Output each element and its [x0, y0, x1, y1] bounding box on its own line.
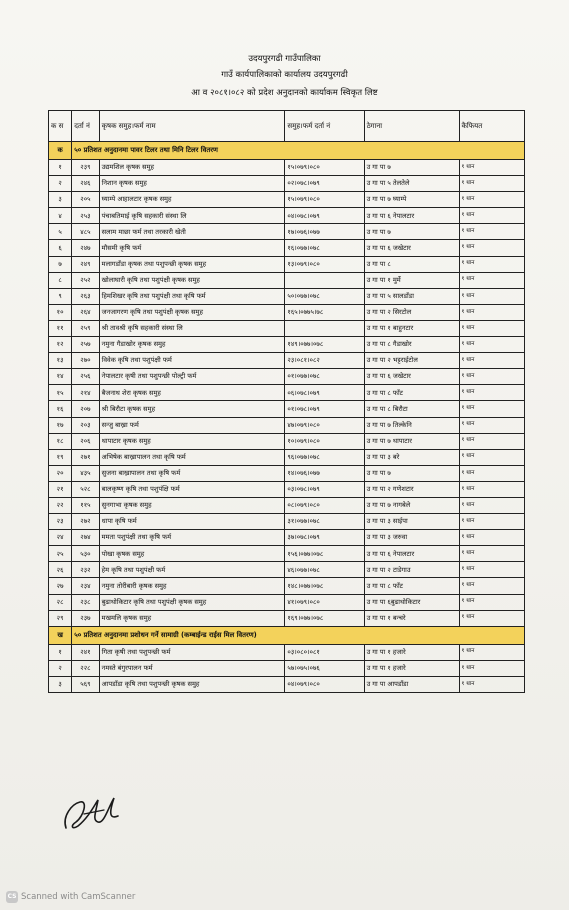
scanner-watermark-text: Scanned with CamScanner: [21, 892, 136, 902]
cell-reg-no: ४८५: [72, 224, 99, 240]
table-row: [49, 497, 525, 513]
cell-reg-no: २०३: [72, 417, 99, 433]
cell-sn: १०: [49, 304, 72, 320]
cell-reg-no: ५६९: [72, 676, 99, 692]
cell-group-reg: ०१।०७८।०७९: [285, 401, 364, 417]
cell-reg-no: २२८: [72, 660, 99, 676]
table-row: [49, 465, 525, 481]
cell-reg-no: २७४: [72, 530, 99, 546]
cell-sn: ७: [49, 256, 72, 272]
cell-sn: २०: [49, 465, 72, 481]
table-row: [49, 304, 525, 320]
cell-address: उ गा पा ३ साईपा: [364, 514, 459, 530]
cell-remarks: १ थान: [459, 417, 524, 433]
cell-reg-no: ११५: [72, 497, 99, 513]
cell-name: श्री तावश्री कृषि सहकारी संस्था लि: [99, 320, 285, 336]
cell-group-reg: २३।०८१।०८२: [285, 353, 364, 369]
table-row: [49, 192, 525, 208]
table-row: [49, 610, 525, 626]
cell-reg-no: २०६: [72, 433, 99, 449]
table-row: [49, 401, 525, 417]
cell-group-reg: १३।०७९।०८०: [285, 256, 364, 272]
cell-sn: ११: [49, 320, 72, 336]
cell-sn: ९: [49, 288, 72, 304]
cell-name: पंचाबतिमाई कृषि सहकारी संस्था लि: [99, 208, 285, 224]
cell-sn: २३: [49, 514, 72, 530]
cell-group-reg: १६५।०७७५।७८: [285, 304, 364, 320]
cell-name: बुढाथोकिटार कृषि तथा पशुपंक्षी कृषक समुह: [99, 594, 285, 610]
cell-sn: १५: [49, 385, 72, 401]
table-row: [49, 546, 525, 562]
section-title: ५० प्रतिशत अनुदानमा प्रशोधन गर्ने सामाग्री (कम्बाईन्ड राईस मिल वितरण): [72, 626, 525, 644]
cell-group-reg: १६।०७७।०७८: [285, 240, 364, 256]
cell-sn: ६: [49, 240, 72, 256]
cell-group-reg: ३१।०७७।०७८: [285, 514, 364, 530]
cell-group-reg: १६९।०७७।०७८: [285, 610, 364, 626]
cell-sn: २: [49, 660, 72, 676]
cell-group-reg: १४८।०७७।०७८: [285, 578, 364, 594]
cell-name: घ्याम्पे आहालटार कृषक समुह: [99, 192, 285, 208]
cell-name: हिमशिखर कृषि तथा पशुपंक्षी तथा कृषि फर्म: [99, 288, 285, 304]
cell-remarks: १ थान: [459, 610, 524, 626]
cell-address: उ गा पा १ बन्चरे: [364, 610, 459, 626]
cell-group-reg: ९६।०७७।०७८: [285, 449, 364, 465]
camscanner-icon: CS: [6, 891, 18, 903]
cell-name: मखमलि कृषक समुह: [99, 610, 285, 626]
cell-remarks: १ थान: [459, 288, 524, 304]
cell-remarks: १ थान: [459, 578, 524, 594]
cell-remarks: १ थान: [459, 304, 524, 320]
cell-reg-no: २१४: [72, 385, 99, 401]
cell-name: श्री बिरौटा कृषक समुह: [99, 401, 285, 417]
cell-address: उ गा पा ७: [364, 465, 459, 481]
cell-address: उ गा पा २ गणेशटार: [364, 481, 459, 497]
cell-name: बालकृष्ण कृषि तथा पशुपंक्षि फर्म: [99, 481, 285, 497]
cell-sn: १२: [49, 337, 72, 353]
cell-reg-no: २३९: [72, 160, 99, 176]
cell-name: बैजनाथ शेरा कृषक समुह: [99, 385, 285, 401]
cell-name: सुजना बाख्रापालन तथा कृषि फर्म: [99, 465, 285, 481]
cell-remarks: १ थान: [459, 594, 524, 610]
cell-reg-no: २६३: [72, 288, 99, 304]
table-row: [49, 208, 525, 224]
table-row: [49, 481, 525, 497]
cell-reg-no: २७०: [72, 353, 99, 369]
table-row: [49, 160, 525, 176]
cell-remarks: १ थान: [459, 240, 524, 256]
cell-group-reg: १०।०७९।०८०: [285, 433, 364, 449]
table-header-row: [49, 111, 525, 142]
cell-address: उ गा पा ६ नेपालटार: [364, 208, 459, 224]
cell-group-reg: १५६।०७७।०७८: [285, 546, 364, 562]
table-row: [49, 660, 525, 676]
cell-remarks: १ थान: [459, 449, 524, 465]
section-code: क: [49, 142, 72, 160]
cell-remarks: १ थान: [459, 546, 524, 562]
cell-reg-no: २०५: [72, 192, 99, 208]
section-header-row: [49, 142, 525, 160]
cell-group-reg: ०८।०७९।०८०: [285, 497, 364, 513]
table-row: [49, 256, 525, 272]
table-body: [49, 111, 525, 693]
cell-remarks: १ थान: [459, 562, 524, 578]
cell-name: सुनगाभा कृषक समुह: [99, 497, 285, 513]
cell-group-reg: ५७।०७५।०७६: [285, 660, 364, 676]
cell-sn: २५: [49, 546, 72, 562]
cell-reg-no: २५२: [72, 272, 99, 288]
cell-address: उ गा पा २ सिरटोल: [364, 304, 459, 320]
cell-sn: २२: [49, 497, 72, 513]
cell-address: उ गा पा ७ थापाटार: [364, 433, 459, 449]
cell-sn: १८: [49, 433, 72, 449]
table-row: [49, 320, 525, 336]
cell-group-reg: [285, 320, 364, 336]
cell-remarks: १ थान: [459, 401, 524, 417]
table-row: [49, 385, 525, 401]
table-row: [49, 449, 525, 465]
cell-address: उ गा पा ६ जखेटार: [364, 240, 459, 256]
cell-remarks: १ थान: [459, 433, 524, 449]
cell-sn: १३: [49, 353, 72, 369]
cell-address: उ गा पा ६बुढाथोकिटार: [364, 594, 459, 610]
col-header-group-reg: समुह।फर्म दर्ता नं: [285, 111, 364, 142]
cell-reg-no: ४३५: [72, 465, 99, 481]
cell-address: उ गा पा २ भट्टराईटोल: [364, 353, 459, 369]
table-row: [49, 530, 525, 546]
cell-reg-no: २७१: [72, 449, 99, 465]
cell-sn: ३: [49, 676, 72, 692]
table-row: [49, 240, 525, 256]
approved-list-table: [48, 110, 525, 693]
cell-name: मलागडाँडा कृषक तथा पशुपन्छी कृषक समुह: [99, 256, 285, 272]
cell-name: मौसमी कृषि फर्म: [99, 240, 285, 256]
cell-reg-no: २०७: [72, 401, 99, 417]
cell-address: उ गा पा ८ गैडाखोर: [364, 337, 459, 353]
cell-address: उ गा पा ५ सालडाँडा: [364, 288, 459, 304]
cell-group-reg: ०६।०७८।०७९: [285, 385, 364, 401]
office-title: उदयपुरगढी गाउँपालिका: [248, 54, 321, 64]
table-row: [49, 337, 525, 353]
cell-reg-no: २५३: [72, 208, 99, 224]
cell-address: उ गा पा ७: [364, 224, 459, 240]
table-row: [49, 433, 525, 449]
cell-remarks: १ थान: [459, 272, 524, 288]
cell-remarks: १ थान: [459, 497, 524, 513]
cell-group-reg: ०२।०७८।०७९: [285, 176, 364, 192]
cell-address: उ गा पा १ बाहुनटार: [364, 320, 459, 336]
cell-remarks: १ थान: [459, 530, 524, 546]
cell-address: उ गा पा ८: [364, 256, 459, 272]
table-row: [49, 288, 525, 304]
cell-group-reg: १४९।०७७।०७८: [285, 337, 364, 353]
cell-address: उ गा पा १ हजारे: [364, 644, 459, 660]
cell-name: नमुना तोरीबारी कृषक समुह: [99, 578, 285, 594]
cell-address: उ गा पा ७ तिल्केनि: [364, 417, 459, 433]
cell-sn: ३: [49, 192, 72, 208]
table-row: [49, 417, 525, 433]
cell-group-reg: [285, 272, 364, 288]
cell-group-reg: ०१।०७७।०७८: [285, 369, 364, 385]
cell-address: उ गा पा आपडाँडा: [364, 676, 459, 692]
cell-address: उ गा पा ३ बरे: [364, 449, 459, 465]
cell-reg-no: २३२: [72, 562, 99, 578]
cell-group-reg: ०३।०८०।०८१: [285, 644, 364, 660]
cell-reg-no: २३८: [72, 594, 99, 610]
cell-sn: २६: [49, 562, 72, 578]
cell-group-reg: ०३।०७८।०७९: [285, 481, 364, 497]
table-row: [49, 562, 525, 578]
cell-remarks: १ थान: [459, 208, 524, 224]
col-header-sn: क स: [49, 111, 72, 142]
cell-reg-no: २३७: [72, 610, 99, 626]
signature: [58, 786, 128, 836]
cell-group-reg: ०४।०७९।०८०: [285, 676, 364, 692]
cell-sn: ८: [49, 272, 72, 288]
cell-sn: १४: [49, 369, 72, 385]
cell-reg-no: २४९: [72, 256, 99, 272]
cell-remarks: १ थान: [459, 676, 524, 692]
cell-name: नमस्ते बंगुरपालन फर्म: [99, 660, 285, 676]
cell-name: नेपालटार कृषी तथा पशुपन्छी पोल्ट्री फर्म: [99, 369, 285, 385]
cell-address: उ गा पा १ मुर्मे: [364, 272, 459, 288]
cell-remarks: १ थान: [459, 337, 524, 353]
cell-address: उ गा पा ५ तेलतेले: [364, 176, 459, 192]
cell-address: उ गा पा ८ फाँट: [364, 385, 459, 401]
cell-sn: १: [49, 644, 72, 660]
cell-name: आपडाँडा कृषि तथा पशुपन्छी कृषक समुह: [99, 676, 285, 692]
cell-address: उ गा पा ६ जखेटार: [364, 369, 459, 385]
cell-name: पोखा कृषक समुह: [99, 546, 285, 562]
cell-name: खोलाघारी कृषि तथा पशुपंक्षी कृषक समुह: [99, 272, 285, 288]
cell-remarks: १ थान: [459, 224, 524, 240]
cell-remarks: १ थान: [459, 192, 524, 208]
cell-sn: १९: [49, 449, 72, 465]
cell-remarks: १ थान: [459, 320, 524, 336]
cell-reg-no: २५७: [72, 337, 99, 353]
col-header-remarks: कैफियत: [459, 111, 524, 142]
cell-name: नमुना गैडाखोर कृषक समुह: [99, 337, 285, 353]
table-row: [49, 176, 525, 192]
cell-remarks: १ थान: [459, 481, 524, 497]
cell-name: निशान कृषक समुह: [99, 176, 285, 192]
cell-name: हेम कृषि तथा पशुपंक्षी फर्म: [99, 562, 285, 578]
cell-group-reg: १४।०७६।०७७: [285, 465, 364, 481]
cell-sn: ५: [49, 224, 72, 240]
cell-sn: २८: [49, 594, 72, 610]
cell-sn: २: [49, 176, 72, 192]
cell-sn: १७: [49, 417, 72, 433]
table-row: [49, 272, 525, 288]
cell-remarks: १ थान: [459, 644, 524, 660]
cell-address: उ गा पा ८ फाँट: [364, 578, 459, 594]
cell-name: सन्जु बाख्रा फर्म: [99, 417, 285, 433]
cell-reg-no: ५३०: [72, 546, 99, 562]
cell-group-reg: ४१।०७९।०८०: [285, 594, 364, 610]
table-row: [49, 353, 525, 369]
cell-group-reg: १७।०७६।०७७: [285, 224, 364, 240]
table-row: [49, 224, 525, 240]
cell-name: अभिषेक बाख्रापालन तथा कृषि फर्म: [99, 449, 285, 465]
cell-reg-no: २५९: [72, 320, 99, 336]
cell-group-reg: १५।०७९।०८०: [285, 160, 364, 176]
table-row: [49, 594, 525, 610]
section-title: ५० प्रतिशत अनुदानमा पावर टिलर तथा मिनि टिलर वितरण: [72, 142, 525, 160]
cell-group-reg: १५।०७९।०८०: [285, 192, 364, 208]
cell-group-reg: ४६।०७७।०७८: [285, 562, 364, 578]
office-subtitle: गाउँ कार्यपालिकाको कार्यालय उदयपुरगढी: [221, 70, 348, 80]
cell-sn: ४: [49, 208, 72, 224]
cell-sn: २४: [49, 530, 72, 546]
cell-reg-no: २४६: [72, 176, 99, 192]
cell-reg-no: २६४: [72, 304, 99, 320]
cell-sn: २७: [49, 578, 72, 594]
cell-reg-no: २४१: [72, 644, 99, 660]
section-code: ख: [49, 626, 72, 644]
cell-sn: २९: [49, 610, 72, 626]
cell-reg-no: २७२: [72, 514, 99, 530]
table-row: [49, 514, 525, 530]
cell-remarks: १ थान: [459, 514, 524, 530]
cell-name: थापाटार कृषक समुह: [99, 433, 285, 449]
scanner-watermark: [6, 891, 135, 903]
cell-remarks: १ थान: [459, 256, 524, 272]
col-header-address: ठेगाना: [364, 111, 459, 142]
cell-name: उद्यमशिल कृषक समुह: [99, 160, 285, 176]
cell-name: विवेक कृषि तथा पशुपंक्षी फर्म: [99, 353, 285, 369]
cell-name: धापा कृषि फर्म: [99, 514, 285, 530]
cell-group-reg: ३७।०७८।०७९: [285, 530, 364, 546]
cell-name: गिता कृषी तथा पशुपन्छी फर्म: [99, 644, 285, 660]
cell-remarks: १ थान: [459, 176, 524, 192]
table-row: [49, 644, 525, 660]
cell-address: उ गा पा ६ नेपालटार: [364, 546, 459, 562]
cell-address: उ गा पा १ हजारे: [364, 660, 459, 676]
cell-remarks: १ थान: [459, 660, 524, 676]
cell-address: उ गा पा २ टाडेगाउ: [364, 562, 459, 578]
cell-reg-no: २४७: [72, 240, 99, 256]
cell-remarks: १ थान: [459, 369, 524, 385]
cell-reg-no: ५२८: [72, 481, 99, 497]
cell-remarks: १ थान: [459, 353, 524, 369]
cell-address: उ गा पा ८ बिरौटा: [364, 401, 459, 417]
table-row: [49, 369, 525, 385]
col-header-reg-no: दर्ता नं: [72, 111, 99, 142]
cell-sn: १६: [49, 401, 72, 417]
cell-reg-no: २३४: [72, 578, 99, 594]
cell-group-reg: ५०।०७७।०७८: [285, 288, 364, 304]
section-header-row: [49, 626, 525, 644]
cell-address: उ गा पा ७ नागबेले: [364, 497, 459, 513]
cell-reg-no: २५६: [72, 369, 99, 385]
cell-sn: १: [49, 160, 72, 176]
cell-name: सलाम माछा फर्म तथा तरकारी खेती: [99, 224, 285, 240]
table-row: [49, 578, 525, 594]
cell-sn: २१: [49, 481, 72, 497]
cell-address: उ गा पा ३ जरुवा: [364, 530, 459, 546]
col-header-name: कृषक समुह।फर्म नाम: [99, 111, 285, 142]
cell-address: उ गा पा ७: [364, 160, 459, 176]
cell-group-reg: ०४।०७८।०७९: [285, 208, 364, 224]
list-title: आ व २०८१।०८२ को प्रदेश अनुदानको कार्याकम स्विकृत लिष्ट: [191, 88, 378, 98]
cell-group-reg: ४७।०७९।०८०: [285, 417, 364, 433]
cell-name: जनजागरण कृषि तथा पशुपंक्षी कृषक समुह: [99, 304, 285, 320]
cell-remarks: १ थान: [459, 465, 524, 481]
cell-remarks: १ थान: [459, 385, 524, 401]
table-row: [49, 676, 525, 692]
cell-name: ममता पशुपंक्षी तथा कृषि फर्म: [99, 530, 285, 546]
cell-address: उ गा पा ७ घ्याम्पे: [364, 192, 459, 208]
cell-remarks: १ थान: [459, 160, 524, 176]
